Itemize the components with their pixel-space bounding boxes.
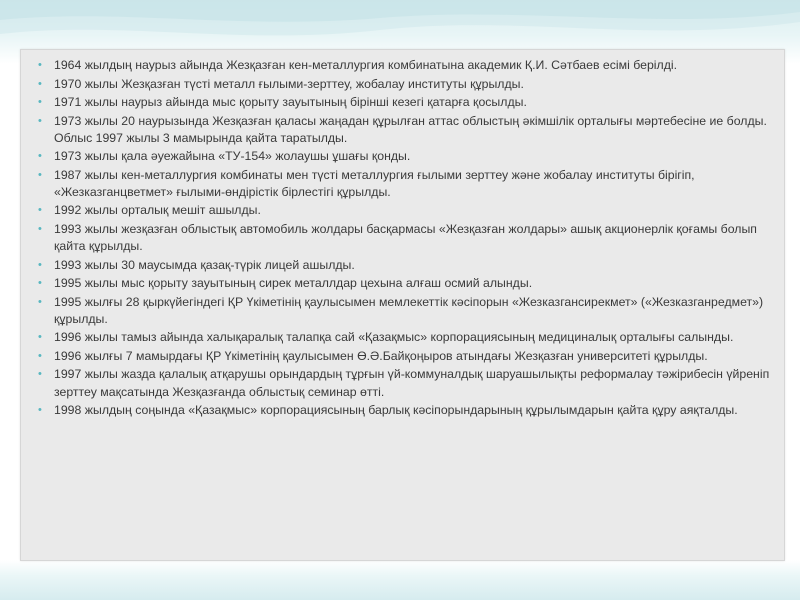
list-item-text: 1992 жылы орталық мешіт ашылды. xyxy=(54,203,261,218)
list-item xyxy=(34,202,770,219)
list-item xyxy=(34,348,770,365)
list-item-text: 1973 жылы 20 наурызында Жезқазған қаласы жаңадан құрылған аттас облыстың әкімшілік орталығы мәртебесіне ие болды. Облыс 1997 жылы 3 мамырында қайта таратылды. xyxy=(54,113,767,145)
bullet-dot-icon: • xyxy=(38,258,42,271)
bullet-dot-icon: • xyxy=(38,59,42,71)
bullet-dot-icon: • xyxy=(38,349,42,362)
list-item xyxy=(34,76,770,93)
bullet-dot-icon: • xyxy=(38,404,42,417)
bullet-dot-icon: • xyxy=(38,277,42,290)
bullet-dot-icon: • xyxy=(38,204,42,217)
list-item-text: 1996 жылғы 7 мамырдағы ҚР Үкіметінің қаулысымен Ө.Ә.Байқоңыров атындағы Жезқазған университеті құрылды. xyxy=(54,348,708,363)
list-item-text: 1970 жылы Жезқазған түсті металл ғылыми-зерттеу, жобалау институты құрылды. xyxy=(54,76,524,91)
bullet-dot-icon: • xyxy=(38,222,42,235)
list-item xyxy=(34,57,770,74)
list-item-text: 1993 жылы 30 маусымда қазақ-түрік лицей ашылды. xyxy=(54,257,355,272)
bullet-dot-icon: • xyxy=(38,150,42,163)
bullet-dot-icon: • xyxy=(38,295,42,308)
list-item-text: 1995 жылғы 28 қыркүйегіндегі ҚР Үкіметінің қаулысымен мемлекеттік кәсіпорын «Жезказгансирекмет» («Жезказганредмет») құрылды. xyxy=(54,294,764,326)
list-item xyxy=(34,94,770,111)
list-item xyxy=(34,275,770,292)
list-item xyxy=(34,402,770,419)
list-item-text: 1973 жылы қала әуежайына «ТУ-154» жолаушы ұшағы қонды. xyxy=(54,149,411,164)
bullet-dot-icon: • xyxy=(38,168,42,181)
list-item-text: 1996 жылы тамыз айында халықаралық талапқа сай «Қазақмыс» корпорациясының медициналық орталығы салынды. xyxy=(54,330,734,345)
bottom-decoration-band xyxy=(0,560,800,600)
list-item xyxy=(34,329,770,346)
list-item xyxy=(34,257,770,274)
list-item xyxy=(34,294,770,328)
bullet-list xyxy=(21,50,784,419)
list-item-text: 1987 жылы кен-металлургия комбинаты мен түсті металлургия ғылыми зерттеу және жобалау институты бірігіп, «Жезказганцветмет» ғылыми-өндірістік бірлестігі құрылды. xyxy=(54,167,695,199)
bullet-dot-icon: • xyxy=(38,114,42,127)
list-item-text: 1995 жылы мыс қорыту зауытының сирек металлдар цехына алғаш осмий алынды. xyxy=(54,276,533,291)
list-item-text: 1971 жылы наурыз айында мыс қорыту зауытының бірінші кезегі қатарға қосылды. xyxy=(54,95,527,109)
bullet-dot-icon: • xyxy=(38,331,42,344)
list-item-text: 1993 жылы жезқазған облыстық автомобиль жолдары басқармасы «Жезқазған жолдары» ашық акционерлік қоғамы болып қайта құрылды. xyxy=(54,221,757,254)
list-item-text: 1964 жылдың наурыз айында Жезқазған кен-металлургия комбинатына академик Қ.И. Сәтбаев есімі берілді. xyxy=(54,58,678,72)
list-item xyxy=(34,167,770,201)
list-item xyxy=(34,221,770,255)
list-item xyxy=(34,366,770,400)
bullet-dot-icon: • xyxy=(38,368,42,381)
content-panel xyxy=(20,49,785,561)
bullet-dot-icon: • xyxy=(38,96,42,108)
list-item-text: 1998 жылдың соңында «Қазақмыс» корпорациясының барлық кәсіпорындарының құрылымдарын қайта құру аяқталды. xyxy=(54,403,738,418)
list-item xyxy=(34,113,770,147)
list-item xyxy=(34,148,770,165)
bullet-dot-icon: • xyxy=(38,77,42,90)
list-item-text: 1997 жылы жазда қалалық атқарушы орындардың тұрғын үй-коммуналдық шаруашылықты реформалау тәжірибесін үйреніп зерттеу мақсатында Жезқазғанда облыстық семинар өтті. xyxy=(54,367,770,399)
